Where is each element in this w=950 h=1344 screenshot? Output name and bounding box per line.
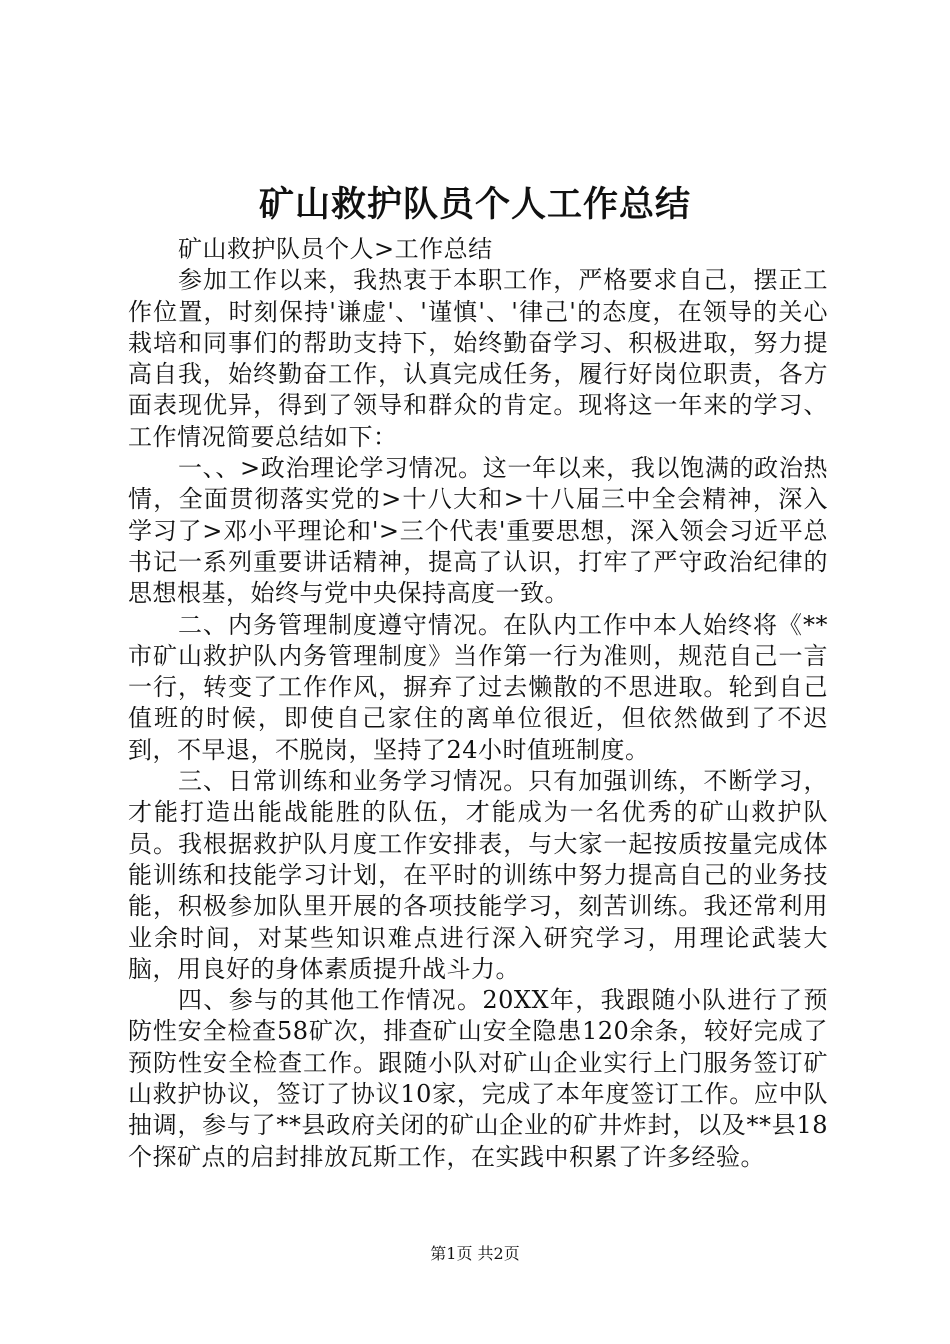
- page-footer: 第1页 共2页: [430, 1244, 520, 1263]
- document-body: [128, 234, 828, 1173]
- intro-paragraph: 参加工作以来，我热衷于本职工作，严格要求自己，摆正工作位置，时刻保持'谦虚'、'谨慎'、'律己'的态度，在领导的关心栽培和同事们的帮助支持下，始终勤奋学习、积极进取，努力提高自我，始终勤奋工作，认真完成任务，履行好岗位职责，各方面表现优异，得到了领导和群众的肯定。现将这一年来的学习、工作情况简要总结如下：: [128, 266, 828, 451]
- other-work-paragraph: 四、参与的其他工作情况。20XX年，我跟随小队进行了预防性安全检查58矿次，排查矿山安全隐患120余条，较好完成了预防性安全检查工作。跟随小队对矿山企业实行上门服务签订矿山救护协议，签订了协议10家，完成了本年度签订工作。应中队抽调，参与了**县政府关闭的矿山企业的矿井炸封，以及**县18个探矿点的启封排放瓦斯工作，在实践中积累了许多经验。: [128, 986, 828, 1171]
- internal-management-paragraph: 二、内务管理制度遵守情况。在队内工作中本人始终将《**市矿山救护队内务管理制度》当作第一行为准则，规范自己一言一行，转变了工作作风，摒弃了过去懒散的不思进取。轮到自己值班的时候，即使自己家住的离单位很近，但依然做到了不迟到，不早退，不脱岗，坚持了24小时值班制度。: [128, 610, 828, 764]
- training-paragraph: 三、日常训练和业务学习情况。只有加强训练，不断学习，才能打造出能战能胜的队伍，才能成为一名优秀的矿山救护队员。我根据救护队月度工作安排表，与大家一起按质按量完成体能训练和技能学习计划，在平时的训练中努力提高自己的业务技能，积极参加队里开展的各项技能学习，刻苦训练。我还常利用业余时间，对某些知识难点进行深入研究学习，用理论武装大脑，用良好的身体素质提升战斗力。: [128, 767, 828, 983]
- subtitle-paragraph: 矿山救护队员个人>工作总结: [178, 235, 493, 263]
- document-title: 矿山救护队员个人工作总结: [258, 184, 691, 225]
- political-study-paragraph: 一、、>政治理论学习情况。这一年以来，我以饱满的政治热情，全面贯彻落实党的>十八大和>十八届三中全会精神，深入学习了>邓小平理论和'>三个代表'重要思想，深入领会习近平总书记一系列重要讲话精神，提高了认识，打牢了严守政治纪律的思想根基，始终与党中央保持高度一致。: [128, 454, 828, 608]
